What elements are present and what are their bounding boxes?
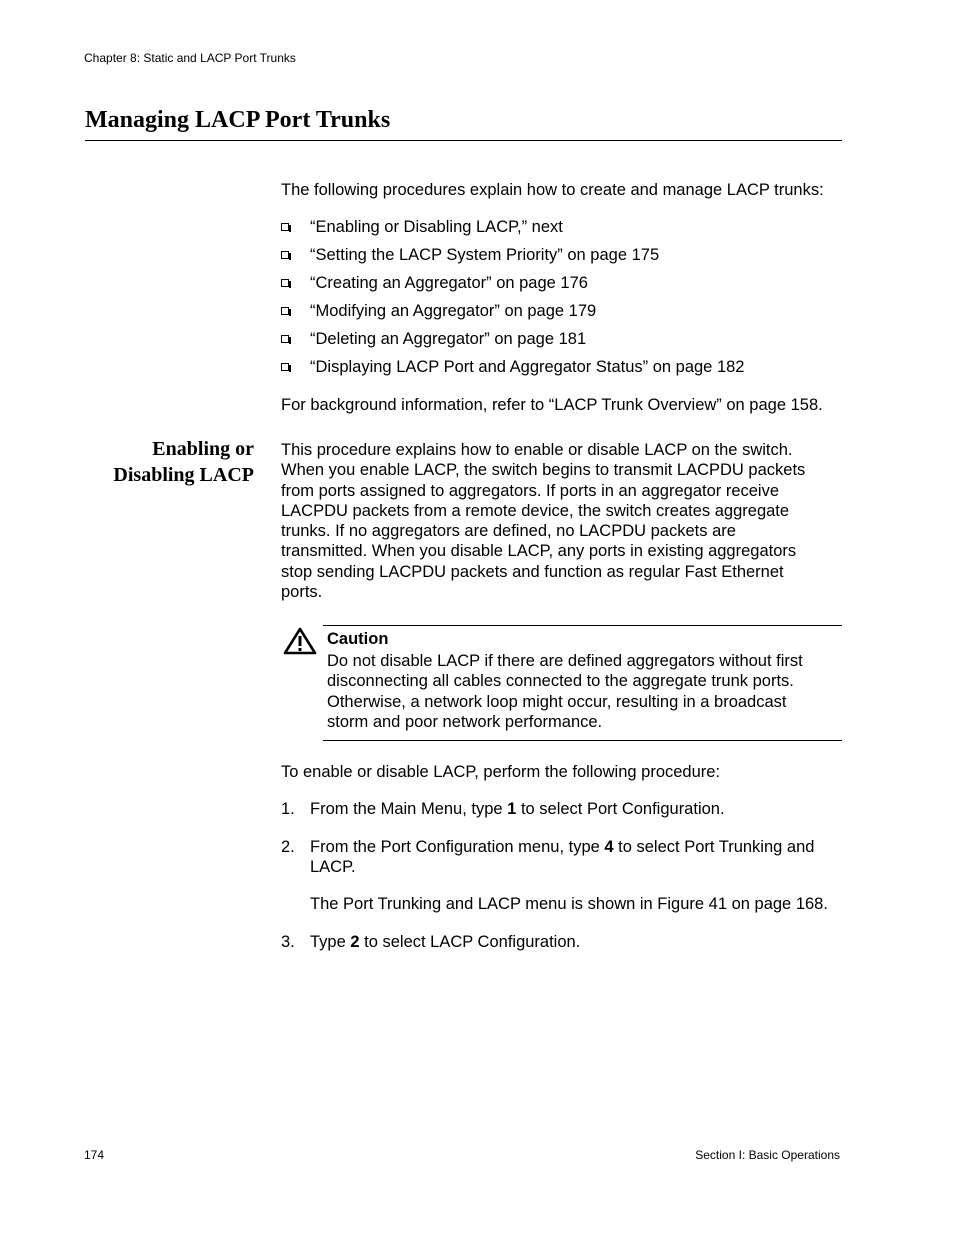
step-text: From the Main Menu, type 1 to select Port Configuration. [310,800,725,818]
checkbox-bullet-icon [281,251,289,259]
step-text: From the Port Configuration menu, type 4 to select Port Trunking and LACP. [310,838,815,877]
step-number: 3. [281,933,295,951]
checkbox-bullet-icon [281,223,289,231]
checkbox-bullet-icon [281,279,289,287]
subsection-title: Enabling or Disabling LACP [113,438,254,486]
title-rule [85,140,842,141]
step-note: The Port Trunking and LACP menu is shown in Figure 41 on page 168. [310,895,828,913]
background-paragraph: For background information, refer to “LACP Trunk Overview” on page 158. [281,396,823,414]
warning-icon [283,627,317,655]
intro-paragraph: The following procedures explain how to create and manage LACP trunks: [281,181,824,199]
section-title: Managing LACP Port Trunks [85,107,391,133]
running-footer: Section I: Basic Operations [695,1148,840,1162]
step-number: 2. [281,838,295,856]
procedure-intro: To enable or disable LACP, perform the following procedure: [281,763,721,781]
step-number: 1. [281,800,295,818]
caution-top-rule [323,625,842,626]
checkbox-bullet-icon [281,363,289,371]
subsection-paragraph: This procedure explains how to enable or disable LACP on the switch. When you enable LACP, the switch begins to transmit LACPDU packets from ports assigned to aggregators. If ports in an aggregator receive LACPDU packets from a remote device, the switch creates aggregate trunks. If no aggregators are defined, no LACPDU packets are transmitted. When you disable LACP, any ports in existing aggregators stop sending LACPDU packets and function as regular Fast Ethernet ports. [281,441,806,602]
checkbox-bullet-icon [281,307,289,315]
caution-bottom-rule [323,740,842,741]
checkbox-bullet-icon [281,335,289,343]
running-header: Chapter 8: Static and LACP Port Trunks [84,51,296,65]
caution-title: Caution [327,630,389,648]
page-number: 174 [84,1148,105,1162]
step-text: Type 2 to select LACP Configuration. [310,933,581,951]
caution-text: Do not disable LACP if there are defined aggregators without first disconnecting all cables connected to the aggregate trunk ports. Otherwise, a network loop might occur, resulting in a broadcast storm and poor network performance. [327,652,803,731]
